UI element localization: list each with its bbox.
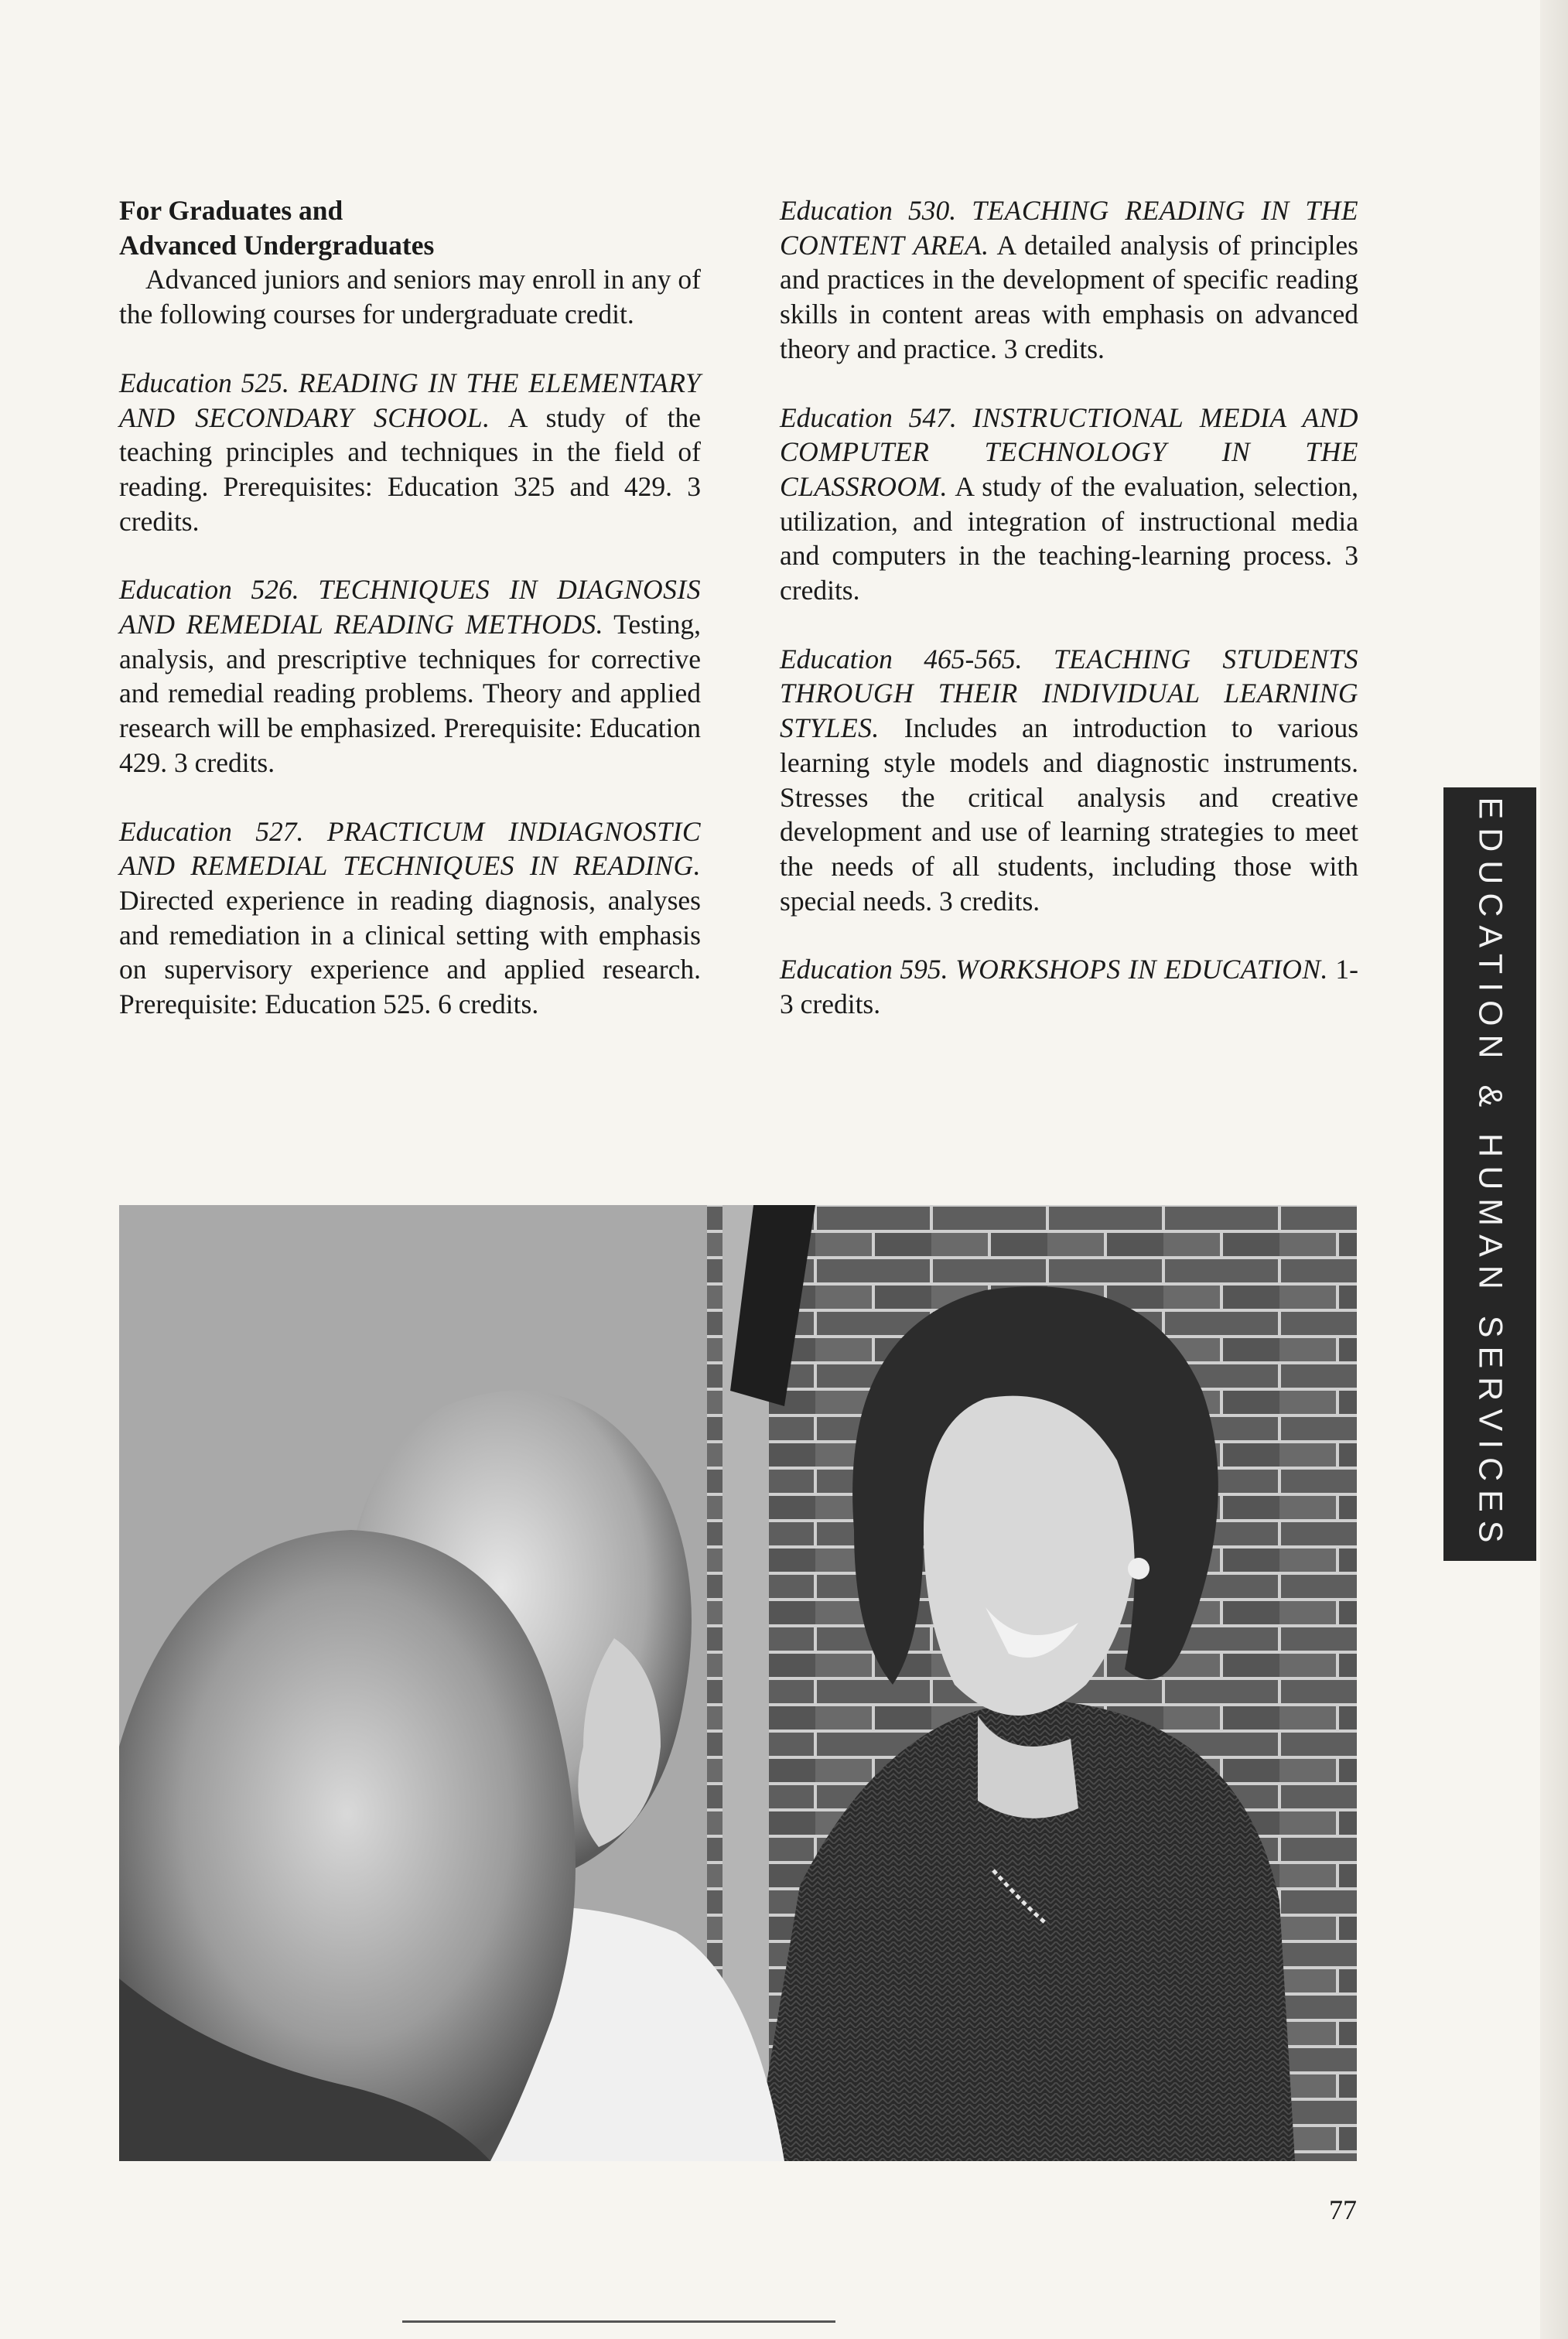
course-entry	[119, 572, 701, 780]
course-description: A study of the evaluation, selection, utilization, and integration of instructional media and computers in the teaching-learning process. 3 credits.	[780, 470, 1358, 606]
course-title: TECHNIQUES IN DIAGNOSIS AND REMEDIAL READING METHODS.	[119, 574, 702, 640]
left-column	[119, 193, 701, 1056]
course-number: Education 530.	[780, 195, 957, 226]
course-description: Directed experience in reading diagnosis, analyses and remediation in a clinical setting with emphasis on supervisory experience and applied research. Prerequisite: Education 525. 6 credits.	[119, 884, 701, 1020]
course-title: READING IN THE ELEMENTARY AND SECONDARY SCHOOL.	[119, 367, 702, 433]
side-tab-label: EDUCATION & HUMAN SERVICES	[1471, 797, 1509, 1552]
course-title: TEACHING READING IN THE CONTENT AREA.	[780, 195, 1358, 261]
course-number: Education 527.	[119, 815, 304, 847]
course-description: A detailed analysis of principles and practices in the development of specific reading skills in content areas with emphasis on advanced theory and practice. 3 credits.	[780, 229, 1358, 364]
footer-rule	[402, 2320, 835, 2323]
course-description: Includes an introduction to various learning style models and diagnostic instruments. Stresses the critical analysis and creative development and use of learning strategies to meet the needs of all students, including those with special needs. 3 credits.	[780, 712, 1359, 917]
course-title: WORKSHOPS IN EDUCATION.	[955, 954, 1328, 985]
section-heading-line2: Advanced Undergraduates	[119, 229, 435, 261]
course-number: Education 525.	[119, 367, 289, 398]
course-description: A study of the teaching principles and techniques in the field of reading. Prerequisites: Education 325 and 429. 3 credits.	[119, 401, 701, 537]
course-entry	[119, 814, 701, 1022]
course-entry	[780, 193, 1358, 367]
section-heading-line1: For Graduates and	[119, 195, 343, 226]
page-edge	[1540, 0, 1568, 2339]
course-description: 1-3 credits.	[780, 954, 1358, 1020]
section-heading	[119, 193, 701, 262]
course-entry	[780, 642, 1358, 919]
course-number: Education 465-565.	[780, 643, 1023, 674]
section-side-tab	[1443, 787, 1536, 1561]
course-entry	[119, 366, 701, 539]
course-number: Education 595.	[780, 954, 948, 985]
course-entry	[780, 401, 1358, 608]
course-title: PRACTICUM INDIAGNOSTIC AND REMEDIAL TECHNIQUES IN READING.	[119, 815, 701, 882]
course-title: INSTRUCTIONAL MEDIA AND COMPUTER TECHNOLOGY IN THE CLASSROOM.	[780, 401, 1359, 502]
course-description: Testing, analysis, and prescriptive techniques for corrective and remedial reading problems. Theory and applied research will be emphasized. Prerequisite: Education 429. 3 credits.	[119, 609, 701, 778]
course-entry	[780, 952, 1358, 1021]
course-number: Education 526.	[119, 574, 299, 606]
course-number: Education 547.	[780, 401, 957, 433]
page-number: 77	[1329, 2194, 1357, 2225]
classroom-photo	[119, 1205, 1357, 2161]
course-title: TEACHING STUDENTS THROUGH THEIR INDIVIDUAL LEARNING STYLES.	[780, 643, 1358, 744]
intro-paragraph: Advanced juniors and seniors may enroll in any of the following courses for undergraduate credit.	[119, 264, 701, 330]
right-column	[780, 193, 1358, 1056]
